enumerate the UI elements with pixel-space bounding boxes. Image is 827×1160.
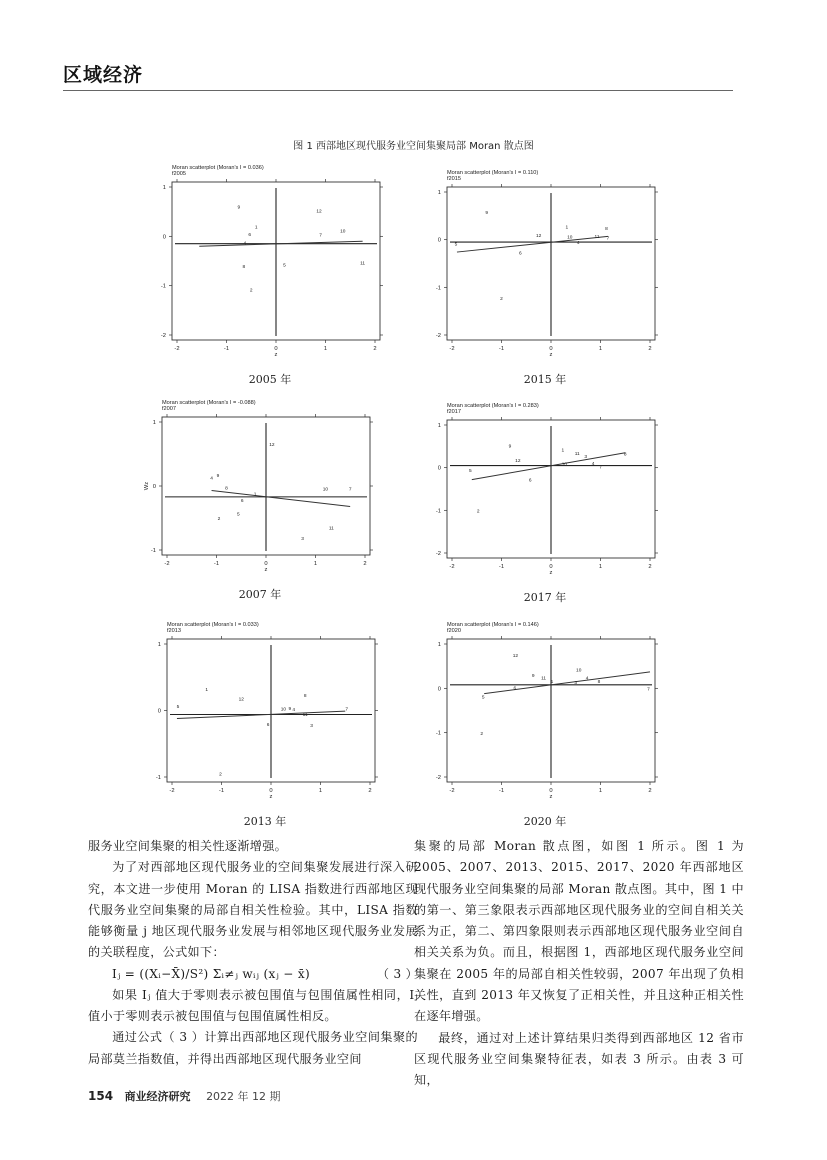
point-label-8: 8	[303, 694, 307, 700]
point-label-10: 10	[567, 235, 573, 241]
y-tick-label: 1	[437, 423, 441, 429]
moran-plot-2017	[425, 398, 665, 603]
point-label-3: 3	[574, 681, 578, 687]
y-tick-label: -2	[435, 551, 441, 557]
plot-title: Moran scatterplot (Moran's I = 0.033)	[167, 622, 259, 628]
x-tick-label: -1	[223, 346, 230, 352]
point-label-9: 9	[508, 444, 512, 450]
point-label-1: 1	[254, 225, 258, 231]
y-axis-label: Wz	[144, 481, 150, 491]
point-label-11: 11	[594, 234, 600, 240]
point-label-8: 8	[623, 452, 627, 458]
point-label-7: 7	[647, 687, 650, 693]
x-tick-label: -2	[169, 788, 175, 794]
page-footer	[88, 1088, 281, 1104]
scatter-svg	[425, 617, 665, 813]
point-label-9: 9	[485, 211, 488, 217]
point-label-4: 4	[210, 476, 213, 482]
point-label-5: 5	[468, 468, 472, 474]
point-label-2: 2	[249, 288, 253, 294]
section-title: 区域经济	[63, 64, 144, 86]
plot-title: Moran scatterplot (Moran's I = -0.088)	[162, 400, 256, 406]
moran-plot-2013	[145, 617, 385, 827]
point-label-5: 5	[236, 512, 240, 518]
x-tick-label: 0	[549, 788, 553, 794]
y-tick-label: 0	[162, 234, 166, 241]
x-axis-label: z	[549, 794, 553, 800]
paragraph: 集聚的局部 Moran 散点图，如图 1 所示。图 1 为 2005、2007、2013、2015、2017、2020 年西部地区现代服务业空间集聚的局部 Moran 散点图。其中，图 1 中的第一、第三象限表示西部地区现代服务业的空间自相关关系为正，第二、第四象限则表示西部地区现代服务业空间自相关关系为负。而且，根据图 1，西部地区现代服务业空间集聚在 2005 年的局部自相关性较弱，2007 年出现了负相关性，直到 2013 年又恢复了正相关性，并且这种正相关性在逐年增强。	[414, 839, 744, 1024]
x-tick-label: -1	[498, 346, 505, 352]
moran-plot-2007	[140, 395, 380, 600]
moran-plot-2020	[425, 617, 665, 827]
point-label-2: 2	[217, 517, 221, 522]
x-tick-label: -2	[449, 564, 455, 570]
point-label-5: 5	[283, 263, 286, 269]
point-label-10: 10	[561, 462, 568, 468]
scatter-svg	[140, 395, 380, 586]
x-tick-label: 2	[648, 346, 652, 352]
paragraph: 为了对西部地区现代服务业的空间集聚发展进行深入研究，本文进一步使用 Moran 的 LISA 指数进行西部地区现代服务业空间集聚的局部自相关性检验。其中，LISA 指数能够衡量 j 地区现代服务业发展与相邻地区现代服务业发展的关联程度，公式如下：	[88, 860, 418, 960]
plot-title: Moran scatterplot (Moran's I = 0.146)	[447, 622, 539, 628]
point-label-2: 2	[480, 732, 484, 738]
point-label-11: 11	[302, 712, 308, 718]
point-label-6: 6	[518, 251, 522, 257]
y-tick-label: -1	[160, 283, 166, 290]
point-label-2: 2	[219, 772, 222, 778]
plot-title: Moran scatterplot (Moran's I = 0.283)	[447, 403, 539, 409]
point-label-2: 2	[500, 296, 503, 302]
x-axis-label: z	[549, 570, 553, 576]
scatter-svg	[425, 398, 665, 589]
x-tick-label: 1	[598, 564, 603, 570]
plot-subtitle: f2007	[162, 406, 176, 412]
point-label-9: 9	[531, 674, 535, 680]
x-tick-label: -2	[164, 561, 170, 567]
point-label-12: 12	[512, 654, 519, 660]
y-tick-label: 1	[437, 190, 441, 196]
point-label-8: 8	[242, 264, 246, 270]
point-label-1: 1	[565, 225, 569, 231]
x-tick-label: 2	[648, 788, 652, 794]
x-tick-label: 1	[598, 788, 603, 794]
plot-title: Moran scatterplot (Moran's I = 0.036)	[172, 165, 264, 171]
panel-year-label: 2015 年	[523, 373, 567, 386]
plot-subtitle: f2020	[447, 628, 461, 634]
x-axis-label: z	[549, 352, 553, 358]
x-tick-label: 2	[648, 564, 652, 570]
point-label-10: 10	[340, 229, 346, 235]
x-axis-label: z	[269, 794, 273, 800]
point-label-12: 12	[515, 458, 521, 464]
left-column	[88, 836, 418, 1070]
y-tick-label: -2	[435, 333, 441, 339]
point-label-5: 5	[176, 704, 180, 710]
x-tick-label: -2	[449, 346, 455, 352]
moran-plot-2005	[150, 160, 390, 385]
point-label-4: 4	[576, 241, 580, 247]
y-tick-label: -2	[160, 333, 166, 339]
paragraph: 服务业空间集聚的相关性逐渐增强。	[88, 839, 288, 853]
x-tick-label: -1	[213, 561, 220, 567]
plot-title: Moran scatterplot (Moran's I = 0.110)	[447, 170, 539, 176]
y-tick-label: -1	[155, 775, 161, 781]
regression-line	[472, 453, 625, 480]
point-label-4: 4	[243, 241, 247, 247]
point-label-10: 10	[322, 487, 329, 493]
x-tick-label: 1	[318, 788, 323, 794]
y-tick-label: 1	[152, 420, 156, 426]
y-tick-label: 0	[437, 465, 441, 472]
point-label-4: 4	[585, 676, 589, 682]
formula-text: Iⱼ = ((Xᵢ−X̄)/S²) Σᵢ≠ⱼ wᵢⱼ (xⱼ − x̄)	[112, 966, 311, 981]
y-tick-label: -1	[150, 548, 156, 554]
point-label-5: 5	[481, 695, 485, 701]
point-label-2: 2	[476, 509, 480, 515]
x-tick-label: 0	[274, 346, 278, 352]
point-label-4: 4	[292, 708, 296, 714]
moran-plot-2015	[425, 165, 665, 385]
right-column	[414, 836, 744, 1092]
point-label-8: 8	[605, 227, 608, 233]
point-label-12: 12	[269, 442, 275, 448]
point-label-1: 1	[253, 492, 257, 498]
paragraph: 通过公式（ 3 ）计算出西部地区现代服务业空间集聚的局部莫兰指数值，并得出西部地区现代服务业空间	[88, 1030, 418, 1066]
point-label-7: 7	[606, 236, 610, 242]
point-label-1: 1	[561, 448, 565, 454]
x-tick-label: 2	[363, 561, 367, 567]
point-label-5: 5	[454, 242, 458, 248]
paragraph: 如果 Iⱼ 值大于零则表示被包围值与包围值属性相同，Iⱼ 值小于零则表示被包围值与包围值属性相反。	[88, 987, 418, 1024]
scatter-svg	[145, 617, 385, 813]
figure-caption: 图 1 西部地区现代服务业空间集聚局部 Moran 散点图	[293, 141, 534, 152]
x-tick-label: -1	[498, 788, 505, 794]
issue-label: 2022 年 12 期	[206, 1090, 281, 1103]
point-label-10: 10	[576, 668, 582, 674]
point-label-3: 3	[301, 536, 304, 542]
journal-name: 商业经济研究	[124, 1090, 191, 1103]
y-tick-label: 0	[437, 686, 441, 693]
y-tick-label: 1	[162, 185, 166, 191]
point-label-11: 11	[574, 452, 580, 458]
point-label-3: 3	[310, 724, 313, 730]
regression-line	[454, 236, 608, 252]
plot-subtitle: f2013	[167, 628, 181, 634]
x-tick-label: 0	[264, 561, 268, 567]
y-tick-label: -2	[435, 775, 441, 781]
page-number: 154	[88, 1089, 114, 1103]
point-label-7: 7	[345, 707, 349, 713]
y-tick-label: 1	[437, 642, 441, 648]
point-label-7: 7	[348, 487, 352, 493]
x-tick-label: 1	[323, 346, 328, 352]
x-tick-label: 1	[598, 346, 603, 352]
point-label-6: 6	[248, 232, 252, 238]
section-divider	[63, 90, 733, 91]
regression-line	[484, 672, 650, 694]
panel-year-label: 2007 年	[238, 588, 282, 601]
point-label-7: 7	[319, 233, 322, 239]
point-label-8: 8	[225, 486, 228, 492]
point-label-9: 9	[288, 706, 292, 712]
y-tick-label: -1	[435, 508, 441, 515]
point-label-1: 1	[205, 688, 208, 694]
plot-subtitle: f2015	[447, 176, 461, 182]
x-tick-label: 2	[373, 346, 377, 352]
panel-year-label: 2005 年	[248, 373, 292, 386]
point-label-9: 9	[237, 205, 241, 211]
x-axis-label: z	[264, 567, 268, 573]
scatter-svg	[425, 165, 665, 371]
y-tick-label: -1	[435, 285, 441, 292]
x-tick-label: 2	[368, 788, 372, 794]
panel-year-label: 2013 年	[243, 815, 287, 828]
point-label-12: 12	[316, 209, 322, 215]
point-label-3: 3	[584, 455, 587, 461]
x-tick-label: -2	[174, 346, 180, 352]
y-tick-label: 0	[152, 484, 156, 490]
y-tick-label: -1	[435, 730, 441, 737]
scatter-svg	[150, 160, 390, 371]
y-tick-label: 1	[157, 642, 161, 648]
point-label-6: 6	[266, 722, 270, 728]
point-label-4: 4	[591, 461, 595, 467]
point-label-6: 6	[528, 478, 532, 484]
panel-year-label: 2020 年	[523, 815, 567, 828]
paragraph: 最终，通过对上述计算结果归类得到西部地区 12 省市区现代服务业空间集聚特征表，如表 3 所示。由表 3 可知，	[414, 1030, 744, 1088]
plot-subtitle: f2005	[172, 171, 186, 177]
y-tick-label: 0	[437, 237, 441, 244]
y-tick-label: 0	[157, 708, 161, 715]
lisa-formula	[88, 964, 418, 985]
panel-year-label: 2017 年	[523, 591, 567, 604]
x-tick-label: -1	[218, 788, 225, 794]
x-tick-label: 0	[549, 564, 553, 570]
point-label-6: 6	[240, 499, 244, 505]
point-label-11: 11	[541, 676, 547, 682]
point-label-7: 7	[599, 465, 602, 471]
x-tick-label: 0	[549, 346, 553, 352]
point-label-1: 1	[550, 679, 554, 685]
point-label-11: 11	[360, 261, 366, 267]
point-label-9: 9	[216, 474, 220, 480]
point-label-6: 6	[513, 686, 517, 692]
point-label-10: 10	[280, 707, 287, 713]
x-tick-label: 1	[313, 561, 318, 567]
point-label-8: 8	[597, 679, 601, 685]
point-label-12: 12	[238, 697, 244, 703]
point-label-11: 11	[328, 526, 334, 532]
point-label-12: 12	[535, 233, 542, 239]
formula-number: （ 3 ）	[376, 966, 418, 981]
plot-subtitle: f2017	[447, 409, 461, 415]
x-tick-label: -1	[498, 564, 505, 570]
x-tick-label: -2	[449, 788, 455, 794]
regression-line	[212, 490, 351, 506]
x-axis-label: z	[274, 352, 278, 358]
x-tick-label: 0	[269, 788, 273, 794]
